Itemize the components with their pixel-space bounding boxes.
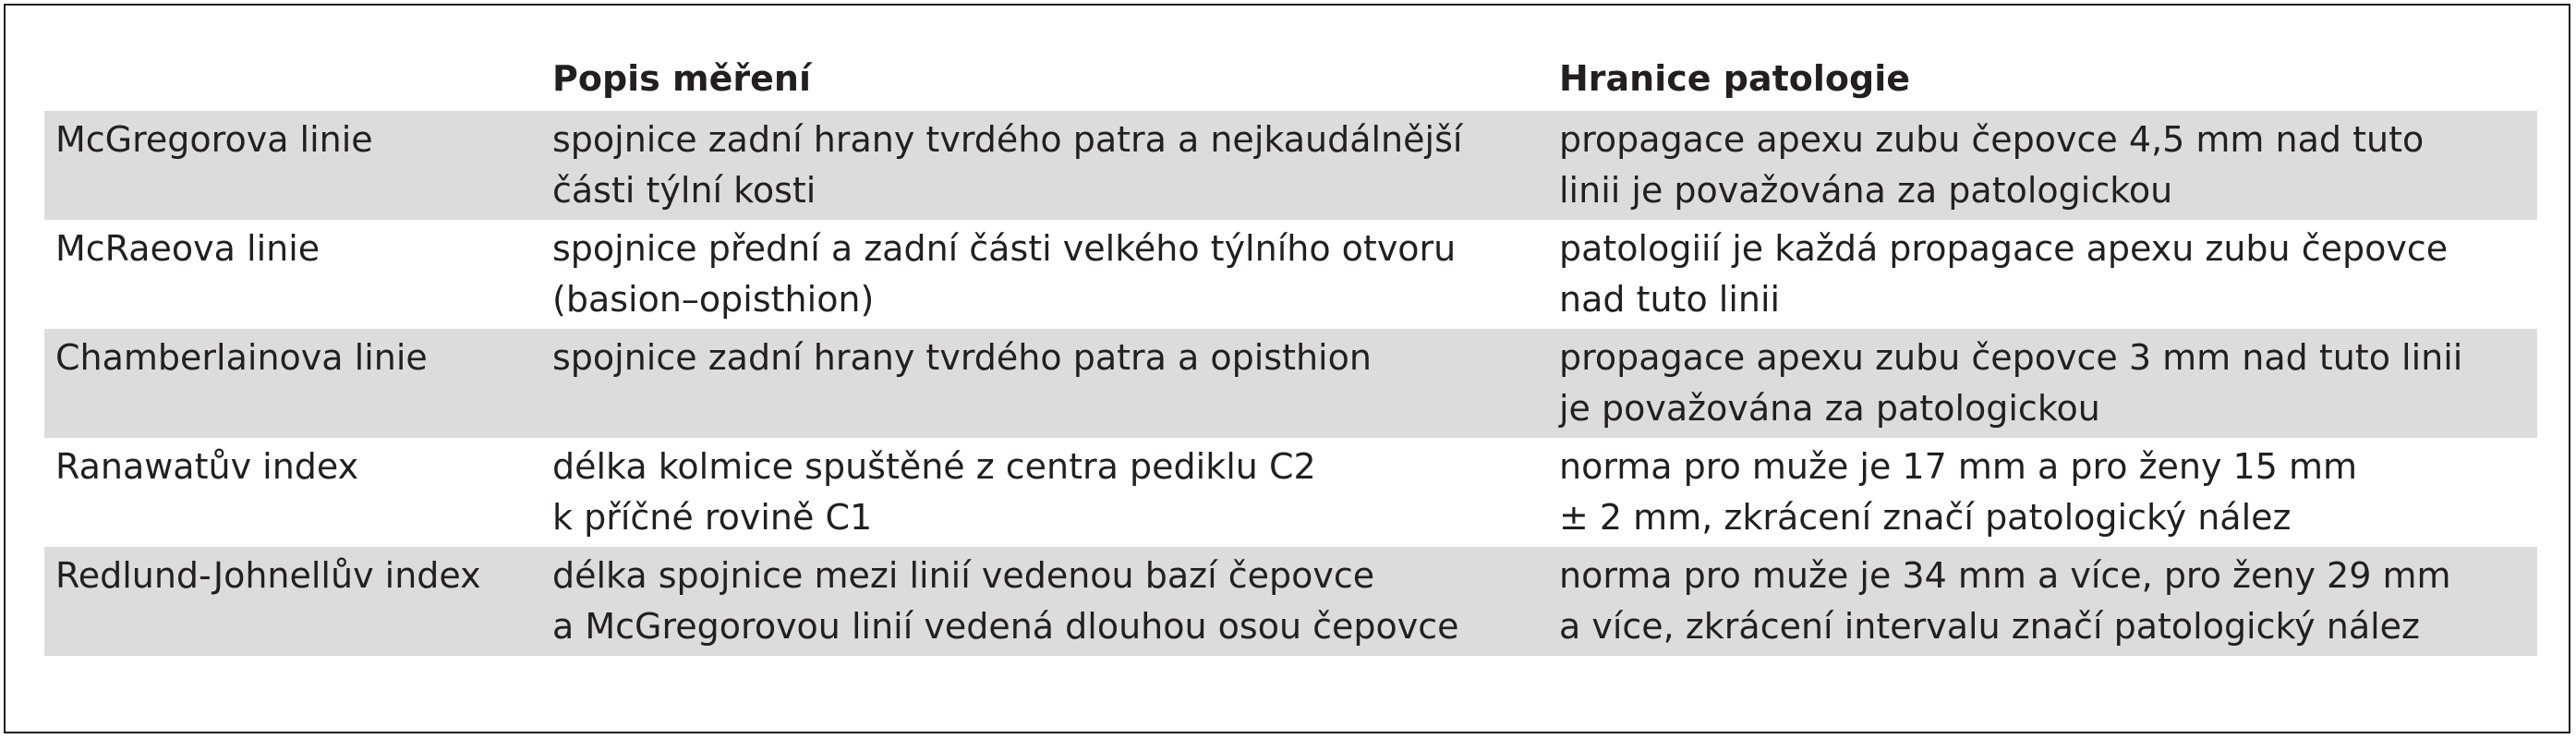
- row-description-line: spojnice přední a zadní části velkého týlního otvoru: [552, 228, 1457, 269]
- row-limit-line: norma pro muže je 34 mm a více, pro ženy 29 mm: [1559, 555, 2451, 596]
- table-frame: [4, 4, 2570, 733]
- row-limit-line: linii je považována za patologickou: [1559, 170, 2173, 211]
- row-limit: [1548, 547, 2537, 656]
- table-row: [44, 438, 2537, 547]
- row-limit-line: je považována za patologickou: [1559, 388, 2100, 429]
- row-description-line: části týlní kosti: [552, 170, 816, 211]
- table-row: [44, 329, 2537, 438]
- table-header-row: [44, 52, 2537, 111]
- table-row: [44, 547, 2537, 656]
- row-description-line: (basion–opisthion): [552, 279, 875, 320]
- row-limit: [1548, 438, 2537, 547]
- row-limit: [1548, 329, 2537, 438]
- row-name: Chamberlainova linie: [44, 329, 541, 438]
- header-description: Popis měření: [552, 58, 811, 99]
- row-limit-line: propagace apexu zubu čepovce 4,5 mm nad tuto: [1559, 119, 2425, 160]
- row-name: McRaeova linie: [55, 228, 320, 269]
- table-row: [44, 111, 2537, 220]
- row-description: [541, 547, 1548, 656]
- row-limit: [1548, 220, 2537, 329]
- row-description-line: k příčné rovině C1: [552, 497, 873, 538]
- header-limit: Hranice patologie: [1559, 58, 1911, 99]
- row-limit: [1548, 111, 2537, 220]
- row-description-line: spojnice zadní hrany tvrdého patra a nejkaudálnější: [552, 119, 1463, 160]
- row-description-line: spojnice zadní hrany tvrdého patra a opisthion: [552, 337, 1372, 378]
- row-description-line: a McGregorovou linií vedená dlouhou osou čepovce: [552, 606, 1459, 647]
- header-name: [44, 52, 541, 111]
- row-description-line: délka kolmice spuštěné z centra pediklu C2: [552, 446, 1316, 487]
- row-name: Redlund-Johnellův index: [44, 547, 541, 656]
- row-limit-line: a více, zkrácení intervalu značí patologický nález: [1559, 606, 2420, 647]
- row-limit-line: ± 2 mm, zkrácení značí patologický nález: [1559, 497, 2292, 538]
- row-description: [541, 329, 1548, 438]
- row-name: McGregorova linie: [44, 111, 541, 220]
- row-limit-line: patologiií je každá propagace apexu zubu čepovce: [1559, 228, 2449, 269]
- table-row: [44, 220, 2537, 329]
- row-limit-line: propagace apexu zubu čepovce 3 mm nad tuto linii: [1559, 337, 2463, 378]
- row-description: [541, 220, 1548, 329]
- row-description-line: délka spojnice mezi linií vedenou bazí čepovce: [552, 555, 1375, 596]
- row-description: [541, 111, 1548, 220]
- row-limit-line: nad tuto linii: [1559, 279, 1781, 320]
- row-description: [541, 438, 1548, 547]
- row-name: Ranawatův index: [55, 446, 359, 487]
- measurement-table: [44, 52, 2537, 656]
- row-limit-line: norma pro muže je 17 mm a pro ženy 15 mm: [1559, 446, 2358, 487]
